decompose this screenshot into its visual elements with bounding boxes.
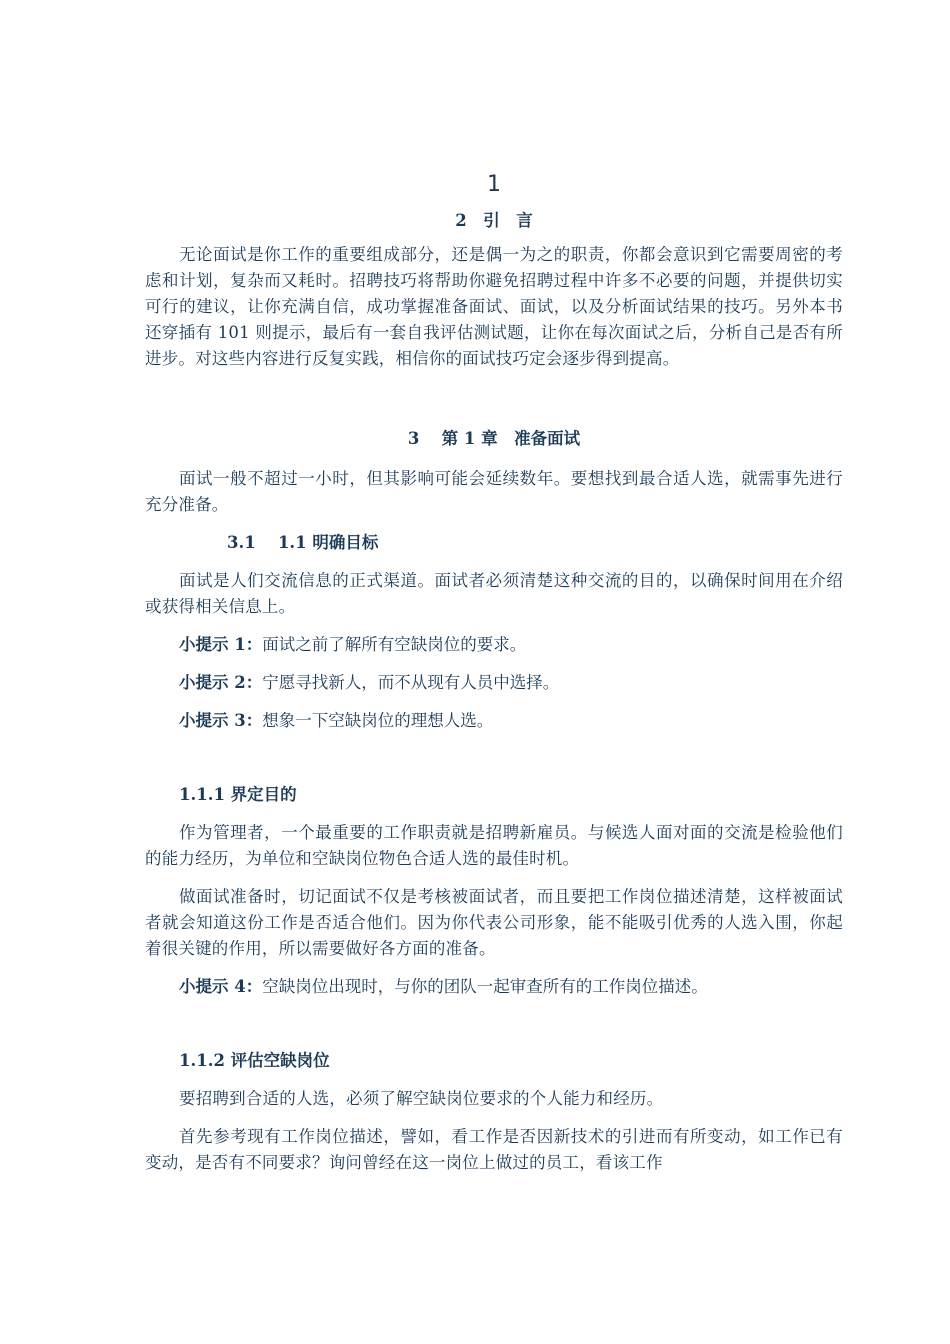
page-number: 1	[487, 172, 501, 197]
tip-label: 小提示 4：	[179, 977, 263, 996]
tip-2	[145, 670, 843, 696]
chapter-1-paragraph: 面试一般不超过一小时，但其影响可能会延续数年。要想找到最合适人选，就需事先进行充分准备。	[145, 469, 843, 514]
section-1-1-1-heading: 1.1.1 界定目的	[179, 785, 297, 804]
tip-text: 空缺岗位出现时，与你的团队一起审查所有的工作岗位描述。	[262, 977, 708, 996]
section-1-1-heading: 3.1 1.1 明确目标	[227, 533, 379, 552]
document-content	[145, 168, 843, 1188]
tip-3	[145, 708, 843, 734]
tip-label: 小提示 3：	[179, 711, 263, 730]
spacer	[145, 1012, 843, 1048]
tip-4	[145, 974, 843, 1000]
section-1-1-1-paragraph-2: 做面试准备时，切记面试不仅是考核被面试者，而且要把工作岗位描述清楚，这样被面试者就会知道这份工作是否适合他们。因为你代表公司形象，能不能吸引优秀的人选入围，你起着很关键的作用，所以需要做好各方面的准备。	[145, 887, 843, 958]
section-1-1-paragraph: 面试是人们交流信息的正式渠道。面试者必须清楚这种交流的目的，以确保时间用在介绍或获得相关信息上。	[145, 571, 843, 616]
section-1-1-1-paragraph-1: 作为管理者，一个最重要的工作职责就是招聘新雇员。与候选人面对面的交流是检验他们的能力经历，为单位和空缺岗位物色合适人选的最佳时机。	[145, 823, 843, 868]
spacer	[145, 746, 843, 782]
tip-label: 小提示 1：	[179, 635, 263, 654]
section-1-1-2-paragraph-2: 首先参考现有工作岗位描述，譬如，看工作是否因新技术的引进而有所变动，如工作已有变动，是否有不同要求？询问曾经在这一岗位上做过的员工，看该工作	[145, 1127, 843, 1172]
tip-text: 宁愿寻找新人，而不从现有人员中选择。	[262, 673, 560, 692]
tip-label: 小提示 2：	[179, 673, 263, 692]
section-1-1-2-paragraph-1: 要招聘到合适的人选，必须了解空缺岗位要求的个人能力和经历。	[179, 1089, 664, 1108]
section-1-1-2-heading: 1.1.2 评估空缺岗位	[179, 1051, 330, 1070]
tip-1	[145, 632, 843, 658]
chapter-1-heading: 3 第 1 章 准备面试	[407, 429, 581, 448]
tip-text: 面试之前了解所有空缺岗位的要求。	[262, 635, 527, 654]
spacer	[145, 384, 843, 426]
intro-paragraph: 无论面试是你工作的重要组成部分，还是偶一为之的职责，你都会意识到它需要周密的考虑和计划，复杂而又耗时。招聘技巧将帮助你避免招聘过程中许多不必要的问题，并提供切实可行的建议，让你充满自信，成功掌握准备面试、面试，以及分析面试结果的技巧。另外本书还穿插有 101 则提示，最后有一套自我评估测试题，让你在每次面试之后，分析自己是否有所进步。对这些内容进行反复实践，相信你的面试技巧定会逐步得到提高。	[145, 245, 843, 368]
intro-heading: 2 引 言	[455, 211, 533, 230]
tip-text: 想象一下空缺岗位的理想人选。	[262, 711, 494, 730]
